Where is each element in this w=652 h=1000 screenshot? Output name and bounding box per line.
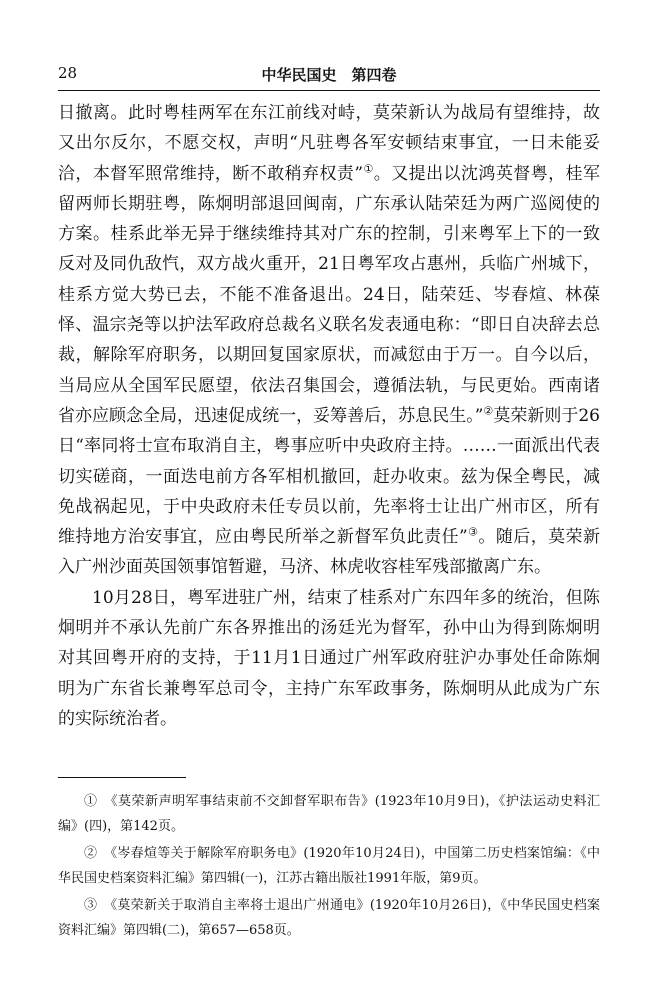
footnote-ref: ② bbox=[483, 404, 494, 418]
body-text bbox=[58, 98, 600, 734]
footnote-rule bbox=[58, 777, 186, 778]
paragraph-text: 莫荣新则于26日“率同将士宣布取消自主，粤事应听中央政府主持。……一面派出代表切实磋商，一面迭电前方各军相机撤回，赶办收束。兹为保全粤民，减免战祸起见，于中央政府未任专员以前，先率将士让出广州市区，所有维持地方治安事宜，应由粤民所举之新督军负此责任” bbox=[58, 405, 600, 548]
footnotes bbox=[58, 790, 600, 946]
paragraph bbox=[58, 98, 600, 583]
footnote-ref: ① bbox=[363, 161, 374, 175]
running-head: 中华民国史 第四卷 bbox=[261, 66, 397, 84]
paragraph-text: 日撤离。此时粤桂两军在东江前线对峙，莫荣新认为战局有望维持，故又出尔反尔，不愿交权，声明“凡驻粤各军安顿结束事宜，一日未能妥洽，本督军照常维持，断不敢稍弃权责” bbox=[58, 103, 600, 184]
footnote: ② 《岑春煊等关于解除军府职务电》(1920年10月24日)，中国第二历史档案馆编：《中华民国史档案资料汇编》第四辑(一)，江苏古籍出版社1991年版，第9页。 bbox=[58, 846, 600, 886]
paragraph-text: 。又提出以沈鸿英督粤，桂军留两师长期驻粤，陈炯明部退回闽南，广东承认陆荣廷为两广巡阅使的方案。桂系此举无异于继续维持其对广东的控制，引来粤军上下的一致反对及同仇敌忾，双方战火重开，21日粤军攻占惠州，兵临广州城下，桂系方觉大势已去，不能不准备退出。24日，陆荣廷、岑春煊、林葆怿、温宗尧等以护法军政府总裁名义联名发表通电称：“即日自决辞去总裁，解除军府职务，以期回复国家原状，而减愆由于万一。自今以后，当局应从全国军民愿望，依法召集国会，遵循法轨，与民更始。西南诸省亦应顾念全局，迅速促成统一，妥筹善后，苏息民生。” bbox=[58, 163, 600, 426]
paragraph-text: 。随后，莫荣新入广州沙面英国领事馆暂避，马济、林虎收容桂军残部撤离广东。 bbox=[58, 527, 600, 578]
footnote: ③ 《莫荣新关于取消自主率将士退出广州通电》(1920年10月26日)，《中华民国史档案资料汇编》第四辑(二)，第657—658页。 bbox=[58, 898, 600, 938]
paragraph bbox=[58, 583, 600, 734]
page-header bbox=[58, 64, 600, 86]
page-number: 28 bbox=[58, 64, 78, 82]
header-rule bbox=[58, 90, 600, 91]
footnote-ref: ③ bbox=[467, 525, 479, 539]
footnote: ① 《莫荣新声明军事结束前不交卸督军职布告》(1923年10月9日)，《护法运动史料汇编》(四)，第142页。 bbox=[58, 794, 600, 834]
paragraph-text: 10月28日，粤军进驻广州，结束了桂系对广东四年多的统治，但陈炯明并不承认先前广东各界推出的汤廷光为督军，孙中山为得到陈炯明对其回粤开府的支持，于11月1日通过广州军政府驻沪办事处任命陈炯明为广东省长兼粤军总司令，主持广东军政事务，陈炯明从此成为广东的实际统治者。 bbox=[58, 587, 600, 729]
